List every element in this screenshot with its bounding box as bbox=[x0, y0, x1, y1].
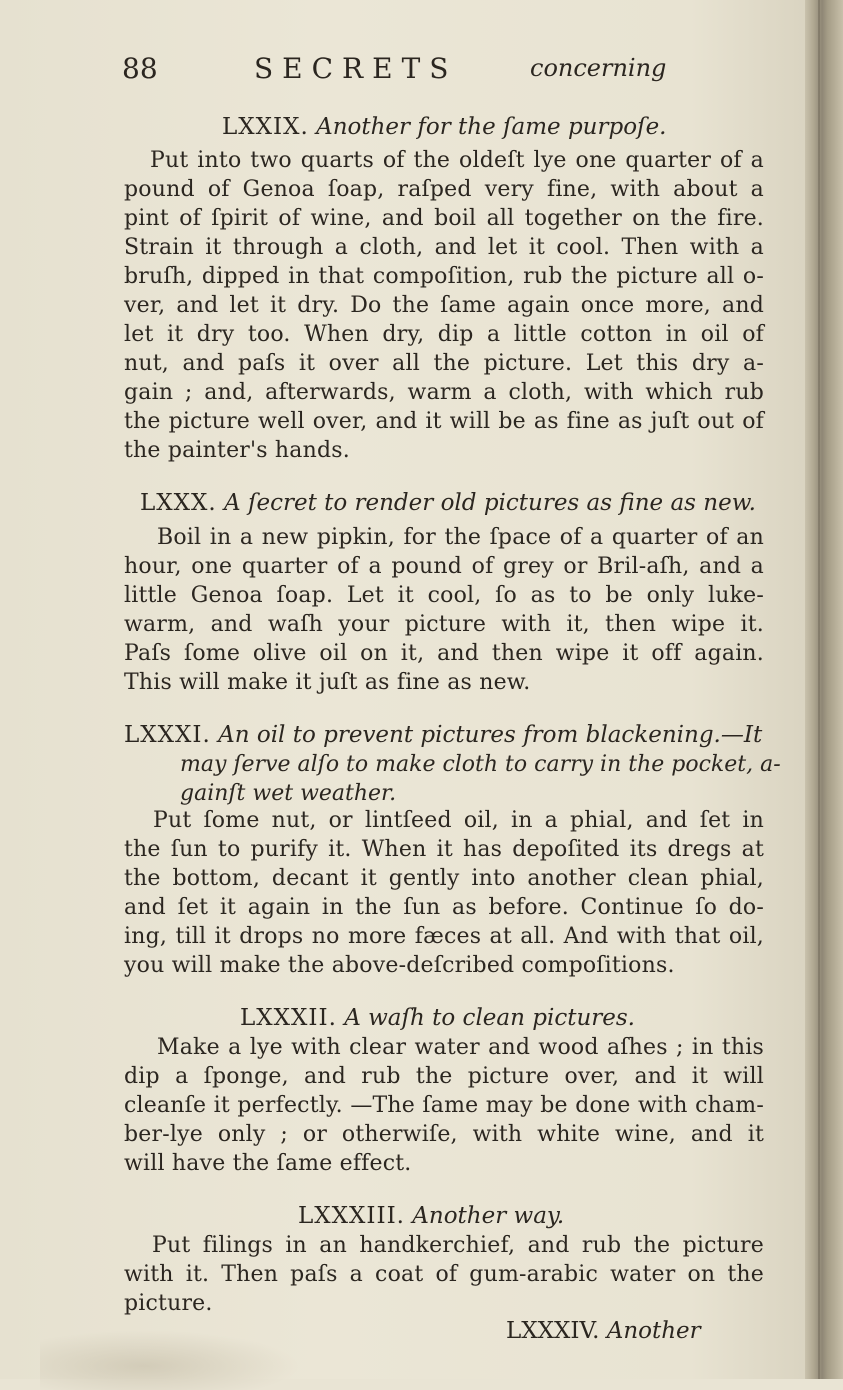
text-line: Boil in a new pipkin, for the ſpace of a quarter of an bbox=[157, 525, 764, 550]
text-line: let it dry too. When dry, dip a little cotton in oil of bbox=[124, 322, 764, 347]
section-heading bbox=[140, 490, 756, 516]
section-numeral: LXXX. bbox=[140, 490, 217, 516]
text-line: pint of ſpirit of wine, and boil all together on the fire. bbox=[124, 206, 764, 231]
paper-stain bbox=[40, 1330, 300, 1390]
section-heading bbox=[240, 1005, 635, 1031]
section-title: An oil to prevent pictures from blackening.—It bbox=[218, 722, 763, 748]
section-title: Another way. bbox=[412, 1203, 565, 1229]
section-numeral: LXXXII. bbox=[240, 1005, 337, 1031]
text-line: ver, and let it dry. Do the ſame again once more, and bbox=[124, 293, 764, 318]
catchword-numeral: LXXXIV. bbox=[506, 1318, 600, 1344]
page-number: 88 bbox=[122, 52, 158, 85]
text-line: Paſs ſome olive oil on it, and then wipe it off again. bbox=[124, 641, 764, 666]
section-numeral: LXXXIII. bbox=[298, 1203, 405, 1229]
running-title: SECRETS bbox=[254, 52, 458, 85]
gutter-line bbox=[818, 0, 820, 1379]
section-numeral: LXXIX. bbox=[222, 114, 309, 140]
section-title: Another for the ſame purpoſe. bbox=[316, 114, 667, 140]
text-line: pound of Genoa ſoap, raſped very fine, with about a bbox=[124, 177, 764, 202]
section-title-continued: may ſerve alſo to make cloth to carry in the pocket, a- bbox=[180, 752, 781, 777]
text-line: the ſun to purify it. When it has depoſited its dregs at bbox=[124, 837, 764, 862]
text-line: Put into two quarts of the oldeſt lye one quarter of a bbox=[150, 148, 764, 173]
text-line: Put ſome nut, or lintſeed oil, in a phial, and ſet in bbox=[153, 808, 764, 833]
text-line: with it. Then paſs a coat of gum-arabic water on the bbox=[124, 1262, 764, 1287]
section-title: A waſh to clean pictures. bbox=[344, 1005, 635, 1031]
text-line: warm, and waſh your picture with it, then wipe it. bbox=[124, 612, 764, 637]
section-numeral: LXXXI. bbox=[124, 722, 211, 748]
text-line: the bottom, decant it gently into another clean phial, bbox=[124, 866, 764, 891]
text-line: picture. bbox=[124, 1291, 213, 1316]
text-line: Make a lye with clear water and wood aſhes ; in this bbox=[157, 1035, 764, 1060]
text-line: hour, one quarter of a pound of grey or Bril-aſh, and a bbox=[124, 554, 764, 579]
text-line: Strain it through a cloth, and let it cool. Then with a bbox=[124, 235, 764, 260]
catchword bbox=[506, 1318, 701, 1344]
section-heading bbox=[222, 114, 667, 140]
text-line: cleanſe it perfectly. —The ſame may be done with cham- bbox=[124, 1093, 764, 1118]
text-line: the painter's hands. bbox=[124, 438, 350, 463]
page-edge bbox=[805, 0, 843, 1379]
section-title-continued: gainſt wet weather. bbox=[180, 781, 397, 806]
text-line: and ſet it again in the ſun as before. Continue ſo do- bbox=[124, 895, 764, 920]
running-head bbox=[122, 50, 762, 90]
text-line: ber-lye only ; or otherwiſe, with white wine, and it bbox=[124, 1122, 764, 1147]
running-subtitle: concerning bbox=[530, 54, 667, 82]
section-title: A ſecret to render old pictures as fine as new. bbox=[224, 490, 756, 516]
text-line: Put filings in an handkerchief, and rub the picture bbox=[152, 1233, 764, 1258]
section-heading bbox=[298, 1203, 564, 1229]
catchword-word: Another bbox=[606, 1318, 701, 1344]
text-line: ing, till it drops no more fæces at all. And with that oil, bbox=[124, 924, 764, 949]
text-line: the picture well over, and it will be as fine as juſt out of bbox=[124, 409, 764, 434]
text-line: little Genoa ſoap. Let it cool, ſo as to be only luke- bbox=[124, 583, 764, 608]
text-line: bruſh, dipped in that compoſition, rub the picture all o- bbox=[124, 264, 764, 289]
text-line: dip a ſponge, and rub the picture over, and it will bbox=[124, 1064, 764, 1089]
text-line: This will make it juſt as fine as new. bbox=[124, 670, 531, 695]
text-line: gain ; and, afterwards, warm a cloth, with which rub bbox=[124, 380, 764, 405]
text-line: you will make the above-deſcribed compoſitions. bbox=[124, 953, 675, 978]
section-heading bbox=[124, 722, 762, 748]
text-line: will have the ſame effect. bbox=[124, 1151, 412, 1176]
text-line: nut, and paſs it over all the picture. Let this dry a- bbox=[124, 351, 764, 376]
